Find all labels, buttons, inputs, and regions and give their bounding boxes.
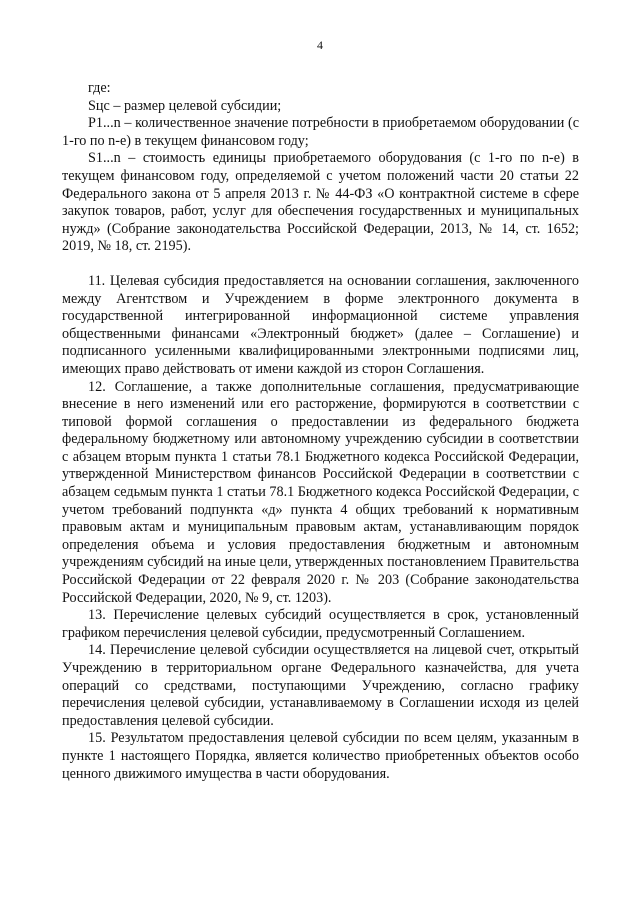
- paragraph-14: 14. Перечисление целевой субсидии осуществляется на лицевой счет, открытый Учреждению в территориальном органе Федерального казначейства, для учета операций со средствами, поступающими Учреждению, согласно графику перечисления целевой субсидии, устанавливаемому в Соглашении исходя из целей предоставления целевой субсидии.: [62, 642, 579, 729]
- paragraph-definition-unit-cost: S1...n – стоимость единицы приобретаемого оборудования (с 1-го по n-е) в текущем финансовом году, определяемой с учетом положений части 20 статьи 22 Федерального закона от 5 апреля 2013 г. № 44-ФЗ «О контрактной системе в сфере закупок товаров, работ, услуг для обеспечения государственных и муниципальных нужд» (Собрание законодательства Российской Федерации, 2013, № 14, ст. 1652; 2019, № 18, ст. 2195).: [62, 150, 579, 255]
- paragraph-definition-p: P1...n – количественное значение потребности в приобретаемом оборудовании (с 1-го по n-е) в текущем финансовом году;: [62, 115, 579, 149]
- page-number: 4: [317, 38, 323, 52]
- paragraph-where: где:: [88, 80, 111, 96]
- paragraph-15: 15. Результатом предоставления целевой субсидии по всем целям, указанным в пункте 1 настоящего Порядка, является количество приобретенных объектов особо ценного движимого имущества в части оборудования.: [62, 730, 579, 782]
- document-body: [62, 80, 579, 783]
- paragraph-11: 11. Целевая субсидия предоставляется на основании соглашения, заключенного между Агентством и Учреждением в форме электронного документа в государственной интегрированной информационной системе управления общественными финансами «Электронный бюджет» (далее – Соглашение) и подписанного усиленными квалифицированными электронными подписями лиц, имеющих право действовать от имени каждой из сторон Соглашения.: [62, 272, 579, 377]
- paragraph-12: 12. Соглашение, а также дополнительные соглашения, предусматривающие внесение в него изменений или его расторжение, формируются в соответствии с типовой формой соглашения о предоставлении из федерального бюджета федеральному бюджетному или автономному учреждению субсидии в соответствии с абзацем вторым пункта 1 статьи 78.1 Бюджетного кодекса Российской Федерации, утвержденной Министерством финансов Российской Федерации в соответствии с абзацем седьмым пункта 1 статьи 78.1 Бюджетного кодекса Российской Федерации, с учетом требований подпункта «д» пункта 4 общих требований к нормативным правовым актам и муниципальным правовым актам, устанавливающим порядок определения объема и условия предоставления бюджетным и автономным учреждениям субсидий на иные цели, утвержденных постановлением Правительства Российской Федерации от 22 февраля 2020 г. № 203 (Собрание законодательства Российской Федерации, 2020, № 9, ст. 1203).: [62, 378, 579, 606]
- paragraph-definition-s: Sцс – размер целевой субсидии;: [88, 97, 282, 114]
- paragraph-13: 13. Перечисление целевых субсидий осуществляется в срок, установленный графиком перечисления целевой субсидии, предусмотренный Соглашением.: [62, 607, 579, 641]
